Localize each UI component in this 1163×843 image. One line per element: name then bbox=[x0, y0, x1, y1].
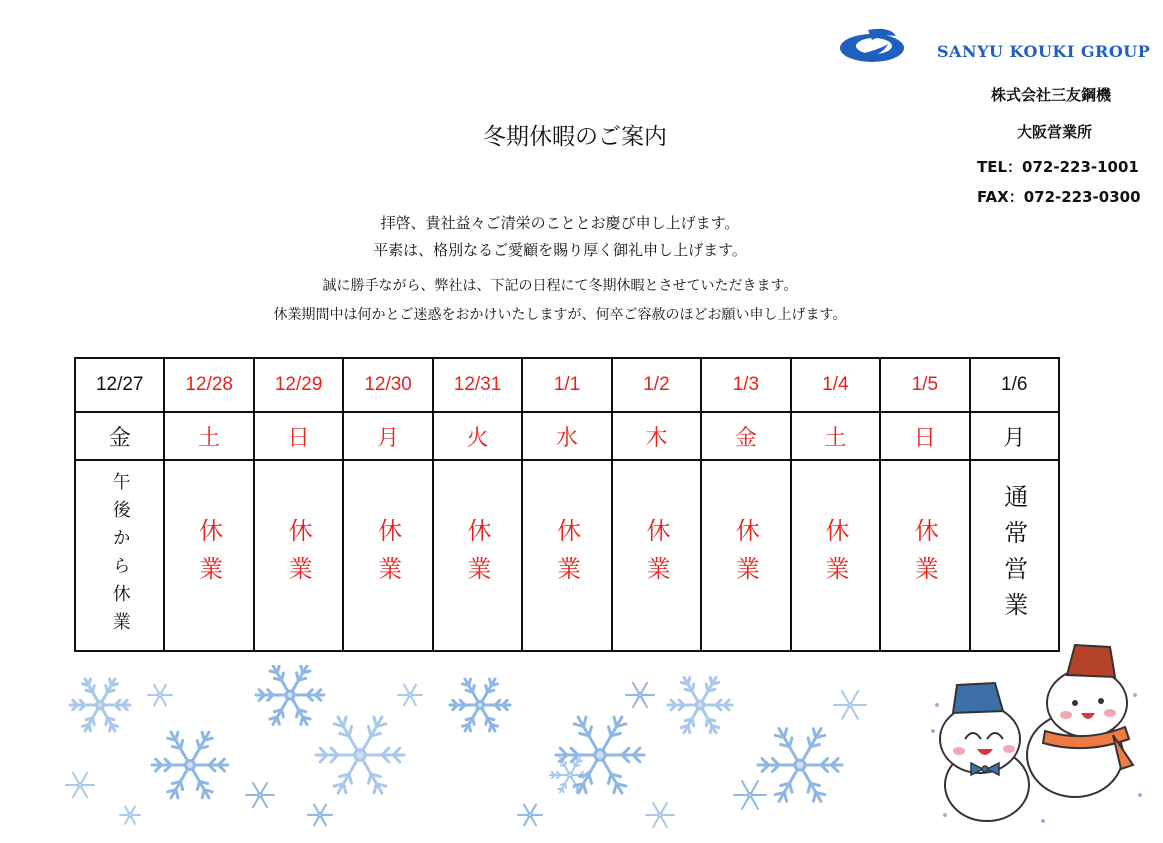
sanyu-logo-icon bbox=[838, 24, 908, 68]
status-cell bbox=[343, 460, 432, 651]
status-cell bbox=[701, 460, 790, 651]
weekday-cell: 金 bbox=[75, 412, 164, 460]
weekday-cell: 土 bbox=[791, 412, 880, 460]
weekday-cell: 月 bbox=[343, 412, 432, 460]
greeting-line-1: 拝啓、貴社益々ご清栄のこととお慶び申し上げます。 bbox=[380, 214, 740, 232]
date-row bbox=[75, 358, 1059, 412]
status-cell bbox=[880, 460, 969, 651]
status-text: 休業 bbox=[463, 517, 492, 594]
snowflake-icon bbox=[556, 717, 644, 793]
status-cell bbox=[970, 460, 1059, 651]
status-cell bbox=[433, 460, 522, 651]
weekday-cell: 土 bbox=[164, 412, 253, 460]
weekday-row bbox=[75, 412, 1059, 460]
date-cell: 12/29 bbox=[254, 358, 343, 412]
status-cell bbox=[75, 460, 164, 651]
fax-number: FAX：072-223-0300 bbox=[977, 188, 1141, 206]
snowflake-icon bbox=[398, 685, 422, 706]
date-cell: 1/6 bbox=[970, 358, 1059, 412]
snowflake-icon bbox=[256, 666, 324, 725]
date-cell: 1/3 bbox=[701, 358, 790, 412]
date-cell: 12/28 bbox=[164, 358, 253, 412]
status-text: 休業 bbox=[731, 517, 760, 594]
snowflake-icon bbox=[148, 685, 172, 706]
status-text: 休業 bbox=[552, 517, 581, 594]
date-cell: 1/4 bbox=[791, 358, 880, 412]
weekday-cell: 水 bbox=[522, 412, 611, 460]
snowflake-icon bbox=[316, 717, 404, 793]
date-cell: 1/5 bbox=[880, 358, 969, 412]
snowflake-icon bbox=[626, 683, 654, 707]
status-cell bbox=[164, 460, 253, 651]
snowflake-icon bbox=[518, 805, 542, 826]
group-name: SANYU KOUKI GROUP bbox=[937, 42, 1151, 61]
snowflake-icon bbox=[646, 803, 674, 827]
snowflake-icon bbox=[450, 679, 510, 731]
holiday-schedule-table bbox=[74, 357, 1060, 652]
snowflake-icon bbox=[152, 732, 228, 798]
snowman-icon bbox=[925, 635, 1150, 835]
weekday-cell: 火 bbox=[433, 412, 522, 460]
weekday-cell: 木 bbox=[612, 412, 701, 460]
weekday-cell: 日 bbox=[254, 412, 343, 460]
date-cell: 1/2 bbox=[612, 358, 701, 412]
notice-line-1: 誠に勝手ながら、弊社は、下記の日程にて冬期休暇とさせていただきます。 bbox=[322, 278, 798, 294]
date-cell: 1/1 bbox=[522, 358, 611, 412]
office-name: 大阪営業所 bbox=[1017, 123, 1093, 141]
weekday-cell: 日 bbox=[880, 412, 969, 460]
status-row bbox=[75, 460, 1059, 651]
status-cell bbox=[254, 460, 343, 651]
status-text: 休業 bbox=[284, 517, 313, 594]
snowflake-icon bbox=[734, 781, 766, 809]
status-cell bbox=[522, 460, 611, 651]
greeting-line-2: 平素は、格別なるご愛顧を賜り厚く御礼申し上げます。 bbox=[373, 241, 747, 259]
status-text: 午後から休業 bbox=[109, 471, 131, 640]
tel-number: TEL：072-223-1001 bbox=[977, 158, 1139, 176]
date-cell: 12/30 bbox=[343, 358, 432, 412]
status-text: 休業 bbox=[373, 517, 402, 594]
snowflake-icon bbox=[308, 805, 332, 826]
date-cell: 12/27 bbox=[75, 358, 164, 412]
status-text: 休業 bbox=[910, 517, 939, 594]
snowflake-icon bbox=[668, 677, 732, 732]
snowflake-decoration bbox=[60, 665, 880, 835]
snowflake-icon bbox=[834, 691, 866, 719]
date-cell: 12/31 bbox=[433, 358, 522, 412]
status-text: 休業 bbox=[641, 517, 670, 594]
company-name: 株式会社三友鋼機 bbox=[991, 86, 1112, 104]
snowflake-icon bbox=[758, 729, 842, 802]
snowflake-icon bbox=[70, 679, 130, 731]
page-title: 冬期休暇のご案内 bbox=[483, 124, 667, 150]
weekday-cell: 金 bbox=[701, 412, 790, 460]
snowflake-icon bbox=[120, 806, 140, 823]
status-text: 通常営業 bbox=[999, 483, 1028, 628]
weekday-cell: 月 bbox=[970, 412, 1059, 460]
snowflake-icon bbox=[66, 773, 94, 797]
notice-line-2: 休業期間中は何かとご迷惑をおかけいたしますが、何卒ご容赦のほどお願い申し上げます。 bbox=[273, 307, 847, 323]
status-cell bbox=[791, 460, 880, 651]
status-text: 休業 bbox=[194, 517, 223, 594]
status-text: 休業 bbox=[820, 517, 849, 594]
status-cell bbox=[612, 460, 701, 651]
snowflake-icon bbox=[246, 783, 274, 807]
